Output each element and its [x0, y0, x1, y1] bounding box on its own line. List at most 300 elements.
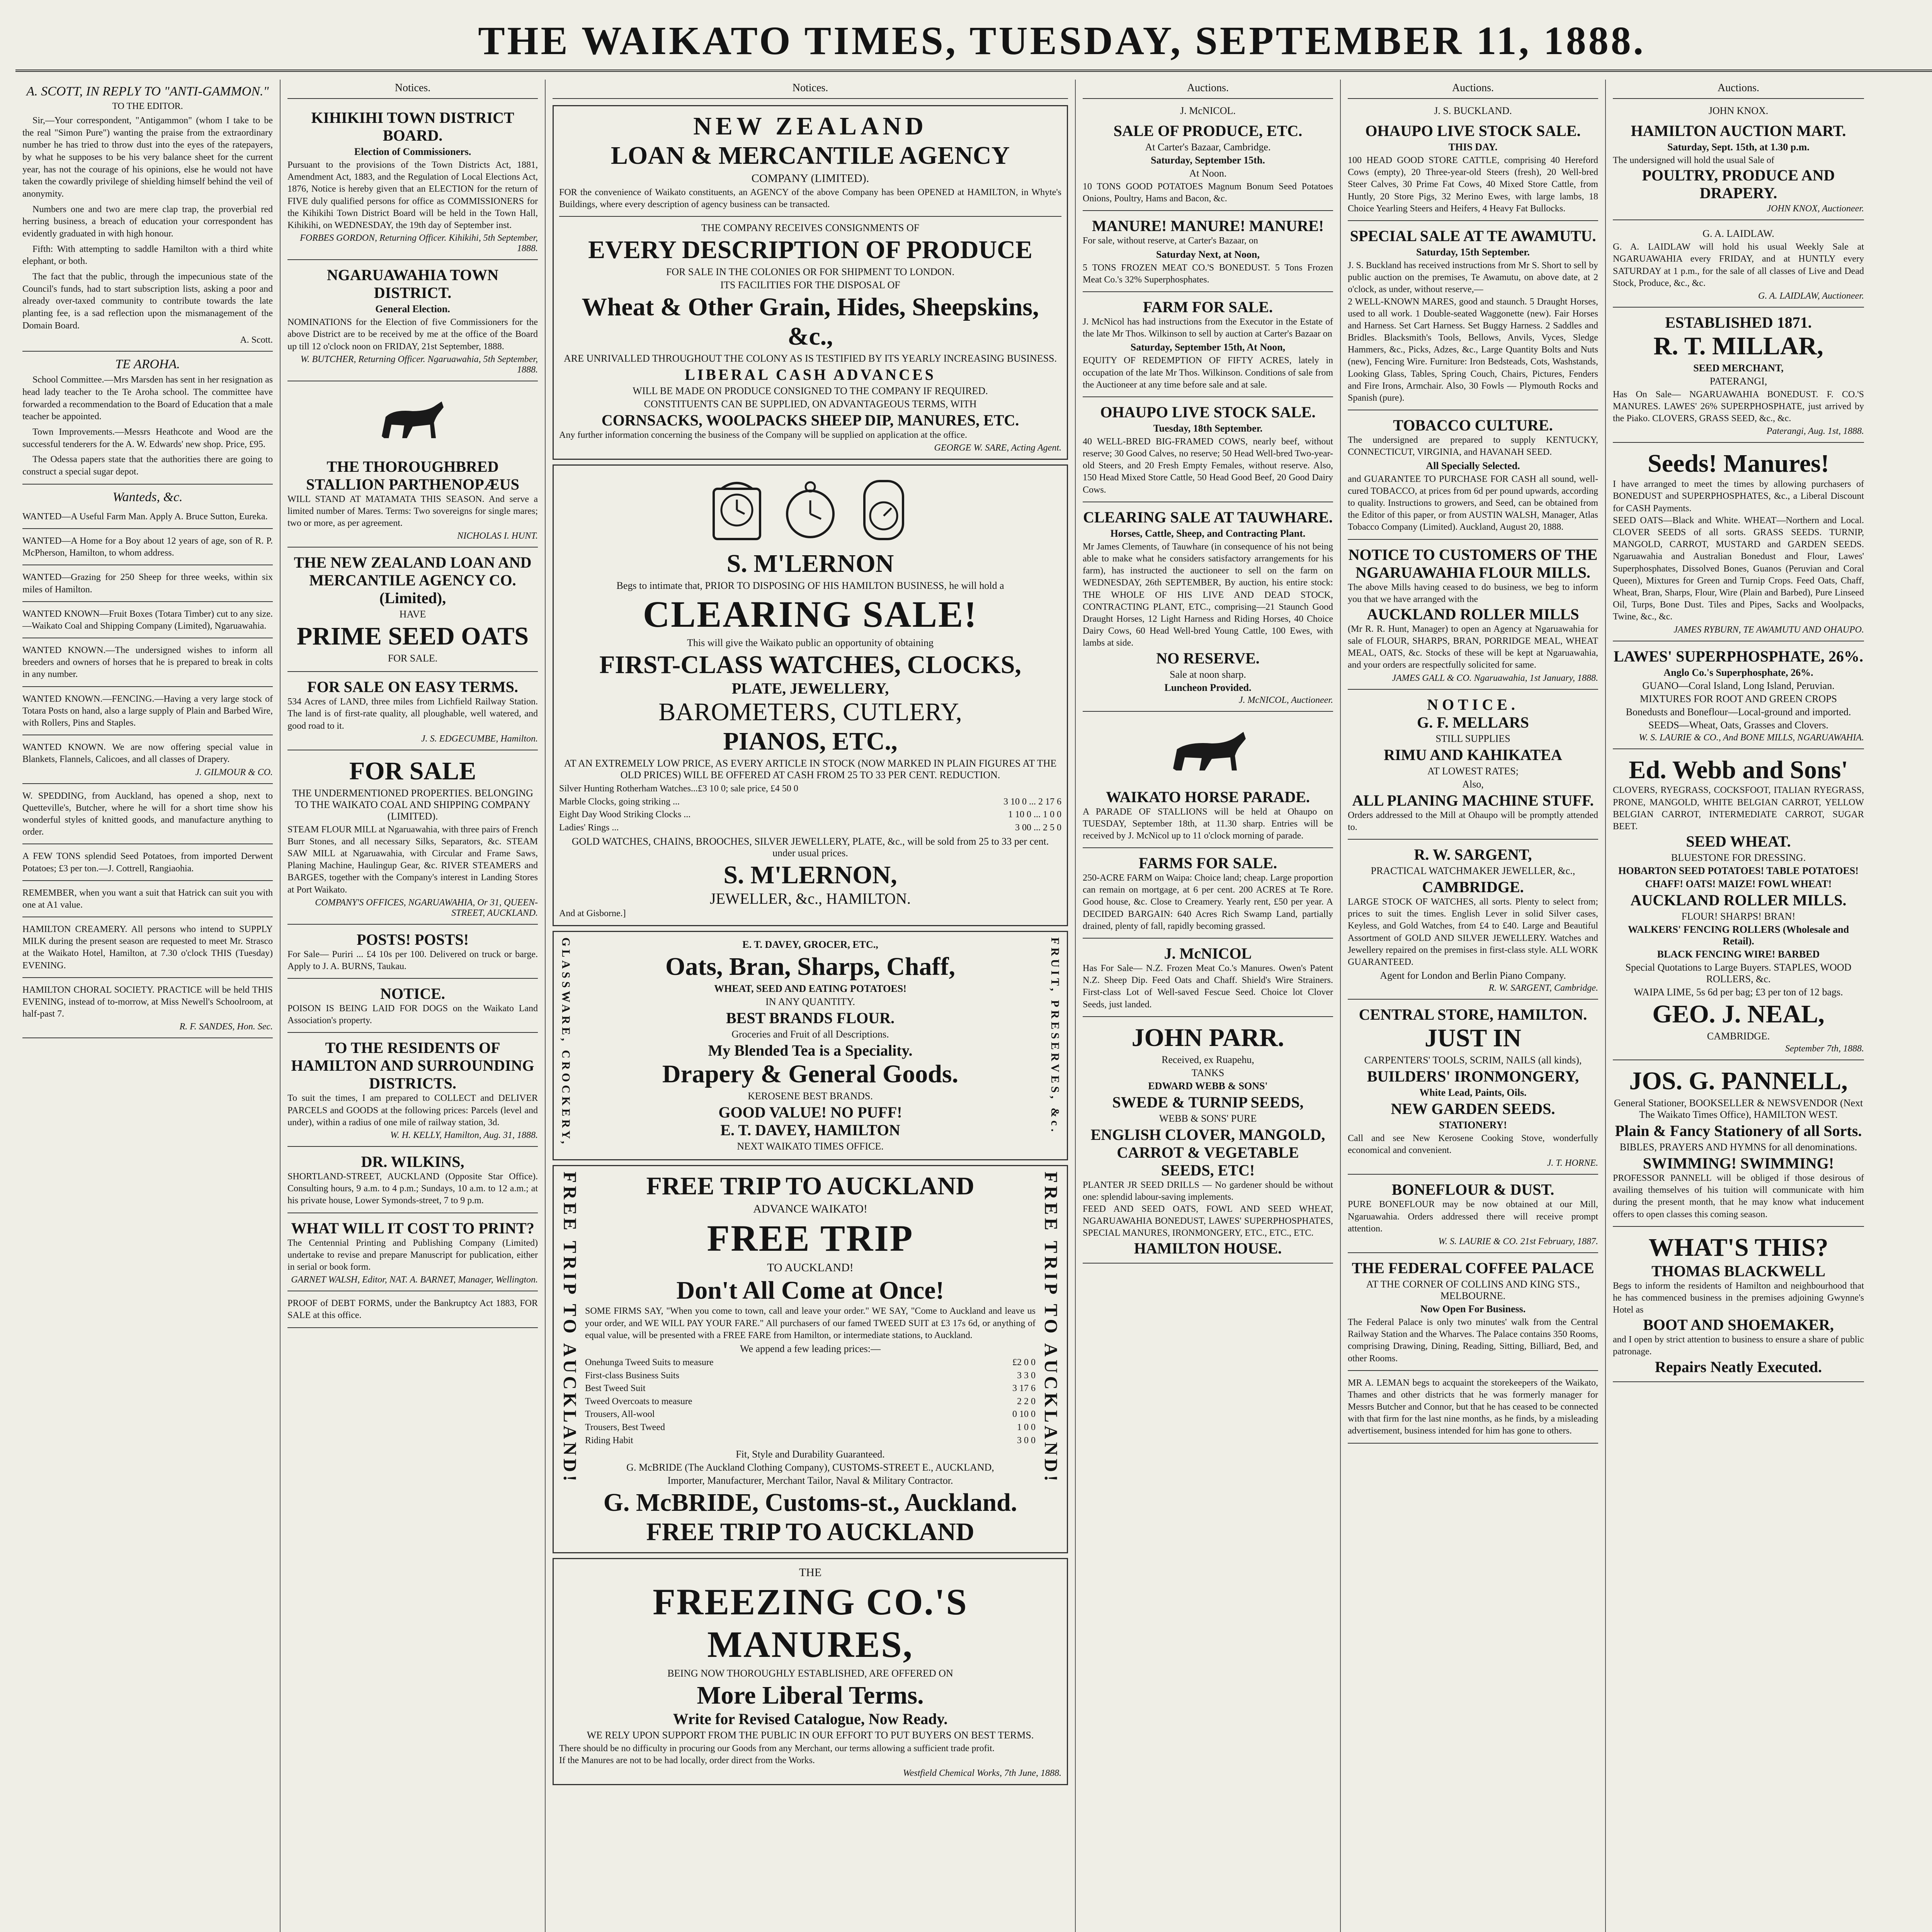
ad-subtitle: THE: [799, 1566, 822, 1579]
ad-text: There should be no difficulty in procuring our Goods from any Merchant, our terms allowing a sufficient trade profit.: [559, 1743, 995, 1753]
ad-signature: GEORGE W. SARE, Acting Agent.: [934, 443, 1061, 453]
ad-signature: J. T. HORNE.: [1547, 1158, 1598, 1168]
ad-headline: CORNSACKS, WOOLPACKS SHEEP DIP, MANURES, ETC.: [601, 411, 1019, 429]
ad-subtitle: Also,: [1462, 778, 1484, 790]
loan-agency-ad: [553, 105, 1068, 460]
ad-subtitle: E. T. DAVEY, GROCER, ETC.,: [742, 939, 878, 951]
price-value: 3 0 0: [1017, 1435, 1036, 1446]
ad-title: Seeds! Manures!: [1648, 449, 1829, 478]
auction-ad: [1613, 223, 1864, 308]
ad-headline: FREE TRIP: [707, 1218, 914, 1259]
ad-text: 100 HEAD GOOD STORE CATTLE, comprising 40 Hereford Cows (empty), 20 Three-year-old Steers (fresh), 20 Well-bred Steer Calves, 30 Prime Fat Cows, 40 Mixed Store Cattle, from Huntly, 20 Store Pigs, 32 Merino Ewes, with large lambs, 18 Choice Yearling Steers and Heifers, 4 Heavy Fat Bullocks.: [1348, 155, 1598, 214]
ad-subtitle: At Carter's Bazaar, Cambridge.: [1145, 141, 1271, 153]
ad-subtitle: PRACTICAL WATCHMAKER JEWELLER, &c.,: [1371, 865, 1575, 876]
price-item: Trousers, Best Tweed: [585, 1422, 665, 1432]
ad-date: Saturday Next, at Noon,: [1156, 248, 1260, 260]
price-value: 3 3 0: [1017, 1370, 1036, 1381]
ad-subtitle: IN ANY QUANTITY.: [765, 996, 855, 1008]
ad-subtitle: JEWELLER, &c., HAMILTON.: [710, 890, 911, 908]
ad-headline: SEED WHEAT.: [1686, 833, 1791, 850]
ad-text: The undersigned are prepared to supply KENTUCKY, CONNECTICUT, VIRGINIA, and HAVANAH SEED.: [1348, 435, 1598, 457]
ad-signature: JAMES RYBURN, TE AWAMUTU AND OHAUPO.: [1673, 624, 1864, 635]
column-header: Auctions.: [1613, 80, 1864, 99]
ad-title: CLEARING SALE AT TAUWHARE.: [1083, 508, 1333, 526]
auction-ad: [1083, 714, 1333, 849]
price-value: £2 0 0: [1012, 1357, 1036, 1367]
ad-headline: PRIME SEED OATS: [296, 622, 529, 651]
ad-signature: W. H. KELLY, Hamilton, Aug. 31, 1888.: [390, 1130, 538, 1141]
ad-subtitle: WEBB & SONS' PURE: [1159, 1112, 1257, 1124]
ad-headline: SWIMMING! SWIMMING!: [1643, 1154, 1834, 1172]
price-row: [585, 1382, 1036, 1395]
column-header: Auctions.: [1348, 80, 1598, 99]
ad-side-text: FRUIT, PRESERVES, &c.: [1049, 937, 1061, 1135]
ad-subtitle: WE RELY UPON SUPPORT FROM THE PUBLIC IN OUR EFFORT TO PUT BUYERS ON BEST TERMS.: [587, 1729, 1034, 1741]
clearing-sale-ad: [553, 464, 1068, 926]
ad-subtitle: This will give the Waikato public an opportunity of obtaining: [687, 637, 934, 649]
ad-text: Mr James Clements, of Tauwhare (in consequence of his not being able to make what he considers satisfactory arrangements for his farm), has instructed the auctioneer to sell on the farm on WEDNESDAY, 26th SEPTEMBER, By auction, his entire stock: THE WHOLE OF HIS LIVE AND DEAD STOCK, CONTRACTING PLANT, ETC., comprising—21 Staunch Good Draught Horses, 12 Light Harness and Riding Horses, 40 Choice Dairy Cows, 60 Head Well-bred Young Cattle, 100 Ewes, with lambs at side.: [1083, 541, 1333, 648]
ad-title: FREE TRIP TO AUCKLAND: [646, 1172, 975, 1201]
ad-subtitle: AT LOWEST RATES;: [1427, 765, 1519, 777]
ad-text: Any further information concerning the business of the Company will be supplied on application at the office.: [559, 430, 967, 440]
ad-subtitle: FLOUR! SHARPS! BRAN!: [1681, 911, 1796, 922]
pannell-ad: [1613, 1063, 1864, 1227]
auctioneer-name: G. A. LAIDLAW.: [1702, 228, 1774, 240]
price-list: [559, 782, 1061, 834]
ad-subtitle: KEROSENE BEST BRANDS.: [748, 1090, 873, 1102]
ad-text: W. SPEDDING, from Auckland, has opened a shop, next to Quetteville's, Butcher, where he will for a short time show his wonderful styles of knitted goods, and manufacture anything to order.: [22, 791, 273, 837]
price-row: [559, 821, 1061, 835]
ad-text: Orders addressed to the Mill at Ohaupo will be promptly attended to.: [1348, 810, 1598, 832]
ad-subtitle: Received, ex Ruapehu,: [1162, 1054, 1254, 1065]
ad-text: The above Mills having ceased to do business, we beg to inform you that we have arranged with the: [1348, 582, 1598, 604]
price-value: 3 10 0 ... 2 17 6: [1003, 796, 1061, 807]
ad-subtitle: Election of Commissioners.: [354, 146, 471, 157]
ad-headline: NEW GARDEN SEEDS.: [1391, 1100, 1555, 1118]
price-item: Silver Hunting Rotherham Watches...£3 10 0; sale price, £4 50 0: [559, 783, 798, 794]
ad-subtitle: CHAFF! OATS! MAIZE! FOWL WHEAT!: [1645, 878, 1832, 890]
ad-subtitle: BLUESTONE FOR DRESSING.: [1671, 852, 1806, 864]
ad-signature: FORBES GORDON, Returning Officer. Kihikihi, 5th September, 1888.: [300, 233, 538, 254]
ad-text: G. A. LAIDLAW will hold his usual Weekly Sale at NGARUAWAHIA every FRIDAY, and at HUNTLY every SATURDAY at 1 p.m., for the sale of all classes of Live and Dead Stock, Produce, &c., &c.: [1613, 242, 1864, 288]
ad-text: 40 WELL-BRED BIG-FRAMED COWS, nearly beef, without reserve; 30 Good Calves, no reserve; 50 Head Well-bred Two-year-old Steers, and 20 Fresh Empty Females, without reserve. Also, 150 Head Mixed Store Cattle, 50 Head Good Beef, 20 Good Dairy Cows.: [1083, 436, 1333, 495]
ad-subtitle: AT AN EXTREMELY LOW PRICE, AS EVERY ARTICLE IN STOCK (NOW MARKED IN PLAIN FIGURES AT THE OLD PRICES) WILL BE OFFERED AT CASH FROM 25 TO 33 PER CENT. REDUCTION.: [564, 757, 1057, 781]
ad-title: FOR SALE ON EASY TERMS.: [307, 678, 518, 696]
ad-subtitle: STATIONERY!: [1439, 1119, 1507, 1131]
ad-subtitle: TANKS: [1191, 1067, 1225, 1078]
ad-subtitle: GUANO—Coral Island, Long Island, Peruvian.: [1642, 680, 1835, 691]
ad-headline: E. T. DAVEY, HAMILTON: [720, 1121, 900, 1139]
ad-subtitle: STILL SUPPLIES: [1435, 733, 1510, 744]
horse-engraving: [1083, 724, 1333, 782]
ad-subtitle: Now Open For Business.: [1420, 1303, 1526, 1315]
ad-date: Saturday, Sept. 15th, at 1.30 p.m.: [1667, 141, 1810, 153]
ad-text: WANTED KNOWN.—FENCING.—Having a very large stock of Totara Posts on hand, also a large supply of Plain and Barbed Wire, with Rollers, Pins and Staples.: [22, 694, 273, 728]
ad-text: 5 TONS FROZEN MEAT CO.'S BONEDUST. 5 Tons Frozen Meat Co.'s 32% Superphosphates.: [1083, 262, 1333, 285]
ad-subtitle: THE UNDERMENTIONED PROPERTIES. BELONGING TO THE WAIKATO COAL AND SHIPPING COMPANY (LIMITED).: [292, 787, 533, 822]
classified-ad: [22, 847, 273, 881]
ad-text: STEAM FLOUR MILL at Ngaruawahia, with three pairs of French Burr Stones, and all necessary Silks, Separators, &c. STEAM SAW MILL at Ngaruawahia, with Circular and Frame Saws, Planing Machine, Haulingup Gear, &c. RIVER STEAMERS and BARGES, together with the Company's interest in Landing Stores at Port Waikato.: [287, 824, 538, 895]
horse-icon: [370, 394, 455, 452]
ad-subtitle: EDWARD WEBB & SONS': [1148, 1080, 1268, 1092]
price-row: [585, 1421, 1036, 1434]
ad-headline: POULTRY, PRODUCE AND DRAPERY.: [1642, 167, 1835, 202]
price-item: Trousers, All-wool: [585, 1409, 655, 1420]
ad-signature: W. BUTCHER, Returning Officer. Ngaruawahia, 5th September, 1888.: [300, 354, 538, 375]
ad-signature: NICHOLAS I. HUNT.: [457, 531, 538, 541]
ad-side-text: FREE TRIP TO AUCKLAND!: [1041, 1172, 1061, 1485]
davey-grocer-ad: [553, 931, 1068, 1160]
ad-subtitle: FOR SALE IN THE COLONIES OR FOR SHIPMENT TO LONDON.: [666, 266, 955, 278]
price-item: Ladies' Rings ...: [559, 822, 619, 833]
sargent-ad: [1348, 842, 1598, 1000]
ad-signature: R. W. SARGENT, Cambridge.: [1488, 983, 1598, 993]
ad-text: and I open by strict attention to business to ensure a share of public patronage.: [1613, 1335, 1864, 1357]
ad-title: J. McNICOL: [1164, 945, 1252, 962]
ad-text: SHORTLAND-STREET, AUCKLAND (Opposite Star Office). Consulting hours, 9 a.m. to 4 p.m.; Sundays, 10 a.m. to 12 a.m.; at his private house, Lower Symonds-street, 7 to 9 p.m.: [287, 1172, 538, 1206]
ad-subtitle: ADVANCE WAIKATO!: [753, 1202, 867, 1216]
notice-ad: [287, 1216, 538, 1292]
ad-headline: GEO. J. NEAL,: [1652, 1000, 1825, 1029]
column-header: Auctions.: [1083, 80, 1333, 99]
ad-headline: JUST IN: [1424, 1024, 1522, 1053]
ad-title: JOHN PARR.: [1131, 1023, 1284, 1052]
ad-title: Ed. Webb and Sons': [1629, 755, 1848, 784]
price-value: 3 17 6: [1012, 1383, 1036, 1394]
ad-text: Begs to inform the residents of Hamilton and neighbourhood that he has commenced business in the premises adjoining Gwynne's Hotel as: [1613, 1281, 1864, 1315]
article-paragraph: Fifth: With attempting to saddle Hamilton with a third white elephant, or both.: [22, 244, 273, 267]
ad-text: The Federal Palace is only two minutes' walk from the Central Railway Station and the Wharves. The Palace contains 350 Rooms, comprising Drawing, Dining, Reading, Sitting, Billiard, Bed, and other Rooms.: [1348, 1317, 1598, 1364]
ad-subtitle: CAMBRIDGE.: [1707, 1031, 1770, 1042]
price-value: 0 10 0: [1012, 1409, 1036, 1420]
ad-subtitle: Bonedusts and Boneflour—Local-ground and imported.: [1626, 706, 1851, 718]
ad-date: Saturday, September 15th.: [1151, 155, 1265, 166]
ad-title: BONEFLOUR & DUST.: [1391, 1181, 1554, 1199]
classified-ad: [22, 568, 273, 602]
ad-text: (Mr R. R. Hunt, Manager) to open an Agency at Ngaruawahia for sale of FLOUR, SHARPS, BRAN, PORRIDGE MEAL, WHEAT MEAL, OATS, &c. Stocks of these will be kept at Ngaruawahia, and your orders are respectfully solicited for same.: [1348, 624, 1598, 670]
ad-title: FOR SALE: [349, 757, 476, 785]
column-notices: [281, 80, 546, 1932]
ad-subtitle: At Noon.: [1189, 168, 1227, 179]
ad-side-text: FREE TRIP TO AUCKLAND!: [560, 1172, 580, 1485]
masthead: THE WAIKATO TIMES, TUESDAY, SEPTEMBER 11, 1888.: [15, 12, 1932, 72]
ad-subtitle: Begs to intimate that, PRIOR TO DISPOSING OF HIS HAMILTON BUSINESS, he will hold a: [616, 580, 1004, 591]
auction-ad: [1348, 118, 1598, 221]
ad-headline: BAROMETERS, CUTLERY,: [658, 698, 962, 726]
notice-ad: [287, 753, 538, 925]
price-row: [585, 1434, 1036, 1447]
column-auctions-mcnicol: [1076, 80, 1341, 1932]
ad-date: Saturday, 15th September.: [1416, 246, 1530, 258]
auction-ad: [1083, 941, 1333, 1017]
ad-headline: Don't All Come at Once!: [676, 1276, 944, 1305]
ad-subtitle: Fit, Style and Durability Guaranteed.: [736, 1449, 885, 1460]
ad-side-text: GLASSWARE, CROCKERY,: [560, 937, 572, 1147]
ad-headline: FREE TRIP TO AUCKLAND: [646, 1517, 975, 1546]
ad-text: REMEMBER, when you want a suit that Hatrick can suit you with one at A1 value.: [22, 888, 273, 910]
auction-ad: [1348, 223, 1598, 410]
ad-text: HAMILTON CHORAL SOCIETY. PRACTICE will be held THIS EVENING, instead of to-morrow, at Miss Newell's Schoolroom, at half-past 7.: [22, 985, 273, 1019]
article-paragraph: Sir,—Your correspondent, "Antigammon" (whom I take to be the real "Simon Pure") wanting the praise from the extraordinary number he has tried to throw dust into the eyes of the ratepayers, by what he supposes to be his very balance sheet for the current year, has not the courage of his opinions, else he would not have taken the cowardly privilege of shielding himself behind the veil of anonymity.: [22, 116, 273, 199]
ad-text: WANTED KNOWN.—The undersigned wishes to inform all breeders and owners of horses that he is prepared to break in colts in any number.: [22, 645, 273, 680]
ad-headline: BEST BRANDS FLOUR.: [726, 1009, 895, 1027]
ad-title: JOS. G. PANNELL,: [1629, 1067, 1848, 1095]
ad-subtitle: Horses, Cattle, Sheep, and Contracting Plant.: [1110, 527, 1306, 539]
price-row: [559, 796, 1061, 809]
ad-headline: PIANOS, ETC.,: [723, 727, 898, 756]
ad-text: 2 WELL-KNOWN MARES, good and staunch. 5 Draught Horses, used to all work. 1 Double-seated Waggonette (new). Fair Horses and Harness. Set Cart Harness. Set Buggy Harness. 2 Saddles and Bridles. Blacksmith's Tools, Bellows, Anvils, Vyces, Sledge Hammers, &c., Picks, Adzes, &c., Large Quantity Bolts and Nuts (new), Fencing Wire. Furniture: Iron Bedsteads, Cots, Washstands, Looking Glass, Tables, Spring Couch, Chairs, Pictures, Fenders and Fire Irons, Armchair. Also, 30 Fowls — Plymouth Rocks and Spanish (pure).: [1348, 296, 1598, 403]
price-value: 2 2 0: [1017, 1396, 1036, 1406]
section-title: Wanteds, &c.: [112, 490, 183, 504]
ad-text: WANTED KNOWN. We are now offering special value in Blankets, Flannels, Calicoes, and all classes of Drapery.: [22, 742, 273, 765]
ad-headline: THOMAS BLACKWELL: [1651, 1262, 1826, 1280]
ad-text: J. McNicol has had instructions from the Executor in the Estate of the late Mr Thos. Wilkinson to sell by auction at Carter's Bazaar on: [1083, 316, 1333, 339]
ad-signature: W. S. LAURIE & CO. 21st February, 1887.: [1438, 1236, 1598, 1247]
mellars-ad: [1348, 692, 1598, 840]
ad-title: MANURE! MANURE! MANURE!: [1092, 217, 1324, 235]
ad-headline: Repairs Neatly Executed.: [1655, 1358, 1822, 1376]
ad-text: LARGE STOCK OF WATCHES, all sorts. Plenty to select from; prices to suit the times. English Lever in solid Silver cases, Keyless, and Gold Watches, from £4 to £40. Large and Beautiful Assortment of GOLD AND SILVER JEWELLERY. Watches and Jewellery repaired on the premises in first-class style. ALL WORK GUARANTEED.: [1348, 897, 1598, 967]
column-display-ads: [546, 80, 1076, 1932]
ad-subtitle: PATERANGI,: [1709, 375, 1767, 387]
article-salutation: TO THE EDITOR.: [112, 101, 183, 111]
ad-subtitle: WALKERS' FENCING ROLLERS (Wholesale and Retail).: [1628, 924, 1849, 947]
ad-subtitle: ITS FACILITIES FOR THE DISPOSAL OF: [720, 279, 900, 291]
price-item: Riding Habit: [585, 1435, 633, 1446]
ad-title: THE FEDERAL COFFEE PALACE: [1352, 1259, 1594, 1277]
ad-headline: Oats, Bran, Sharps, Chaff,: [665, 952, 955, 981]
ad-text: If the Manures are not to be had locally, order direct from the Works.: [559, 1755, 815, 1765]
ad-text: HAMILTON CREAMERY. All persons who intend to SUPPLY MILK during the present season are requested to meet Mr. Strasco at the Waikato Hotel, Hamilton, at 7.30 o'clock THIS (Tuesday) EVENING.: [22, 924, 273, 971]
federal-palace-ad: [1348, 1255, 1598, 1371]
price-item: Tweed Overcoats to measure: [585, 1396, 692, 1406]
price-row: [585, 1408, 1036, 1421]
ad-date: THIS DAY.: [1448, 141, 1498, 153]
column-editorial: [15, 80, 281, 1932]
ad-signature: W. S. LAURIE & CO., And BONE MILLS, NGARUAWAHIA.: [1639, 732, 1864, 743]
column-auctions-buckland: [1341, 80, 1606, 1932]
ad-subtitle: Agent for London and Berlin Piano Company.: [1380, 970, 1566, 981]
ad-text: SEED OATS—Black and White. WHEAT—Northern and Local. CLOVER SEEDS of all sorts. GRASS SEEDS. TURNIP, MANGOLD, CARROT, MUSTARD and GARDEN SEEDS. Ngaruawahia and Australian Bonedust and Flour, Lawes' Superphosphates, Dissolved Bones, Guanos (Peruvian and Coral Queen), Mixtures for Green and Turnip Crops. Feed Oats, Chaff, Wheat, Bran, Sharps, Flour, Wire (Plain and Barbed), Pure Linseed Oil, Turps, Bone Dust. Tiles and Pipes, Sacks and Woolpacks, Twine, &c., &c.: [1613, 515, 1864, 622]
ad-subtitle: SEED MERCHANT,: [1693, 362, 1784, 374]
ad-title: OHAUPO LIVE STOCK SALE.: [1100, 403, 1316, 421]
ad-text: FEED AND SEED OATS, FOWL AND SEED WHEAT, NGARUAWAHIA BONEDUST, LAWES' SUPERPHOSPHATES, SPECIAL MANURES, IRONMONGERY, ETC., ETC., ETC.: [1083, 1204, 1333, 1238]
auctioneer-name: J. S. BUCKLAND.: [1434, 105, 1512, 116]
ad-date: Tuesday, 18th September.: [1153, 422, 1263, 434]
ad-title: S. M'LERNON,: [723, 861, 897, 889]
ad-signature: COMPANY'S OFFICES, NGARUAWAHIA, Or 31, QUEEN-STREET, AUCKLAND.: [315, 897, 538, 918]
ad-text: 10 TONS GOOD POTATOES Magnum Bonum Seed Potatoes Onions, Poultry, Hams and Bacon, &c.: [1083, 182, 1333, 204]
ad-subtitle: BEING NOW THOROUGHLY ESTABLISHED, ARE OFFERED ON: [667, 1667, 953, 1679]
columns: [15, 80, 1932, 1932]
auction-ad: [1083, 505, 1333, 712]
classified-ad: [22, 507, 273, 529]
ad-headline: ENGLISH CLOVER, MANGOLD,: [1090, 1126, 1325, 1143]
classified-ad: [22, 604, 273, 638]
notice-ad: [287, 1149, 538, 1213]
ad-headline: CLEARING SALE!: [643, 593, 978, 635]
ad-headline: LIBERAL CASH ADVANCES: [685, 366, 936, 383]
ad-text: POISON IS BEING LAID FOR DOGS on the Waikato Land Association's property.: [287, 1003, 538, 1026]
ad-headline: More Liberal Terms.: [697, 1681, 924, 1709]
ad-title: OHAUPO LIVE STOCK SALE.: [1365, 122, 1581, 139]
ad-title: KIHIKIHI TOWN DISTRICT BOARD.: [311, 109, 514, 144]
ad-subtitle: Special Quotations to Large Buyers. STAPLES, WOOD ROLLERS, &c.: [1625, 962, 1852, 985]
ad-subtitle: White Lead, Paints, Oils.: [1419, 1087, 1527, 1099]
ad-title: HAMILTON AUCTION MART.: [1631, 122, 1846, 139]
ad-signature: J. GILMOUR & CO.: [195, 767, 273, 777]
ad-text: WILL STAND AT MATAMATA THIS SEASON. And serve a limited number of Mares. Terms: Two sovereigns for single mares; two or more, as per agreement.: [287, 494, 538, 529]
ad-headline: G. McBRIDE, Customs-st., Auckland.: [603, 1488, 1017, 1517]
ad-headline: R. T. MILLAR,: [1653, 332, 1823, 360]
article-title: A. SCOTT, IN REPLY TO "ANTI-GAMMON.": [26, 84, 269, 99]
ad-headline: Wheat & Other Grain, Hides, Sheepskins, &c.,: [582, 293, 1039, 350]
lawes-ad: [1613, 644, 1864, 749]
ad-text: For Sale— Puriri ... £4 10s per 100. Delivered on truck or barge. Apply to J. A. BURNS, Taukau.: [287, 949, 538, 971]
ad-signature: Westfield Chemical Works, 7th June, 1888.: [903, 1768, 1061, 1778]
ad-subtitle: HAVE: [399, 609, 426, 620]
column-header: Notices.: [287, 80, 538, 99]
ad-text: To suit the times, I am prepared to COLLECT and DELIVER PARCELS and GOODS at the following prices: Parcels (level and under), within a radius of one mile of railway station, 3d.: [287, 1093, 538, 1128]
ad-text: And at Gisborne.]: [559, 908, 626, 919]
ad-text: 534 Acres of LAND, three miles from Lichfield Railway Station. The land is of first-rate quality, all ploughable, well watered, and good road to it.: [287, 697, 538, 731]
price-item: Marble Clocks, going striking ...: [559, 796, 680, 807]
ad-signature: J. S. EDGECUMBE, Hamilton.: [421, 733, 538, 744]
ad-text: SOME FIRMS SAY, "When you come to town, call and leave your order." WE SAY, "Come to Auckland and leave us your order, and WE WILL PAY YOUR FARE." All purchasers of our famed TWEED SUIT at £3 17s 6d, or anything of equal value, will be presented with a FREE FARE from Hamilton, or intermediate stations, to Auckland.: [585, 1306, 1036, 1340]
ad-text: CLOVERS, RYEGRASS, COCKSFOOT, ITALIAN RYEGRASS, PRONE, MANGOLD, WHITE BELGIAN CARROT, YELLOW BELGIAN CARROT, INTERMEDIATE CARROT, SUGAR BEET.: [1613, 785, 1864, 832]
clocks-engraving: [559, 477, 1061, 543]
classified-ad: [22, 641, 273, 687]
ad-title: WAIKATO HORSE PARADE.: [1106, 788, 1310, 806]
watch-icon: [779, 477, 841, 543]
ad-subtitle: CONSTITUENTS CAN BE SUPPLIED, ON ADVANTAGEOUS TERMS, WITH: [644, 398, 977, 410]
ad-text: A FEW TONS splendid Seed Potatoes, from imported Derwent Potatoes; £3 per ton.—J. Cottrell, Rangiaohia.: [22, 851, 273, 874]
ad-headline: PLATE, JEWELLERY,: [731, 680, 889, 697]
price-row: [559, 808, 1061, 821]
ad-text: WANTED KNOWN—Fruit Boxes (Totara Timber) cut to any size.—Waikato Coal and Shipping Company (Limited), Ngaruawahia.: [22, 609, 273, 631]
ad-subtitle: General Election.: [375, 303, 450, 315]
ad-text: Has For Sale— N.Z. Frozen Meat Co.'s Manures. Owen's Patent N.Z. Sheep Dip. Feed Oats and Chaff. Shield's Wire Strainers. First-class Lot of Well-saved Fescue Seed. Choice lot Clover Seeds, just landed.: [1083, 963, 1333, 1010]
seeds-manures-ad: [1613, 445, 1864, 641]
ad-title: TOBACCO CULTURE.: [1393, 417, 1553, 434]
webb-ad: [1613, 752, 1864, 1061]
auction-ad: [1613, 118, 1864, 220]
price-item: Onehunga Tweed Suits to measure: [585, 1357, 714, 1367]
ad-subtitle: We append a few leading prices:—: [740, 1343, 881, 1354]
ad-headline: SEEDS, ETC!: [1161, 1161, 1255, 1179]
auctioneer-name: J. McNICOL.: [1180, 105, 1236, 116]
ad-text: For sale, without reserve, at Carter's Bazaar, on: [1083, 236, 1258, 246]
ad-title: R. W. SARGENT,: [1414, 846, 1532, 863]
ad-text: 250-ACRE FARM on Waipa: Choice land; cheap. Large proportion can remain on mortgage, at 6 per cent. 200 ACRES at Te Rore. Good house, &c. Close to Creamery. Yearly rent, £50 per year. A DECIDED BARGAIN: 640 Acres Rich Swamp Land, partially drained, plenty of fall, rapidly becoming grassed.: [1083, 873, 1333, 931]
ad-subtitle: General Stationer, BOOKSELLER & NEWSVENDOR (Next The Waikato Times Office), HAMILTON WEST.: [1614, 1097, 1863, 1120]
ad-title: NEW ZEALAND: [693, 112, 927, 140]
ad-title: NOTICE TO CUSTOMERS OF THE NGARUAWAHIA FLOUR MILLS.: [1348, 546, 1598, 581]
column-header: Notices.: [553, 80, 1068, 99]
ad-subtitle: CARPENTERS' TOOLS, SCRIM, NAILS (all kinds),: [1364, 1054, 1582, 1066]
ad-text: Has On Sale— NGARUAWAHIA BONEDUST. F. CO.'S MANURES. LAWES' 26% SUPERPHOSPHATE, just arrived by the Piako. CLOVERS, GRASS SEED, &c., &c.: [1613, 389, 1864, 424]
ad-date: Saturday, September 15th, At Noon,: [1130, 342, 1286, 353]
ad-text: I have arranged to meet the times by allowing purchasers of BONEDUST and SUPERPHOSPHATES, &c., a Liberal Discount for CASH Payments.: [1613, 479, 1864, 514]
ad-signature: G. A. LAIDLAW, Auctioneer.: [1758, 291, 1864, 301]
ad-title: LAWES' SUPERPHOSPHATE, 26%.: [1613, 647, 1864, 665]
ad-subtitle: THE COMPANY RECEIVES CONSIGNMENTS OF: [701, 222, 920, 234]
ad-subtitle: ARE UNRIVALLED THROUGHOUT THE COLONY AS IS TESTIFIED BY ITS YEARLY INCREASING BUSINESS.: [563, 352, 1057, 364]
ad-text: Pursuant to the provisions of the Town Districts Act, 1881, Amendment Act, 1883, and the Regulation of Local Elections Act, 1876, Notice is hereby given that an ELECTION for the return of FIVE duly qualified persons for office as COMMISSIONERS for the Kihikihi Town District Board will be held in the Town Hall, Kihikihi, on WEDNESDAY, the 19th day of September inst.: [287, 160, 538, 230]
ad-title: CENTRAL STORE, HAMILTON.: [1359, 1006, 1587, 1024]
auction-ad: [1083, 294, 1333, 397]
price-value: 1 10 0 ... 1 0 0: [1008, 810, 1061, 820]
ad-title: S. M'LERNON: [726, 549, 894, 578]
roller-mills-ad: [1348, 542, 1598, 690]
price-value: 3 00 ... 2 5 0: [1015, 822, 1061, 833]
notice-ad: [287, 1294, 538, 1328]
bonedust-ad: [1348, 1177, 1598, 1253]
ad-subtitle: Groceries and Fruit of all Descriptions.: [731, 1029, 889, 1040]
price-item: Eight Day Wood Striking Clocks ...: [559, 810, 691, 820]
ad-headline: Drapery & General Goods.: [662, 1060, 959, 1088]
notice-ad: [287, 674, 538, 750]
ad-text: PURE BONEFLOUR may be now obtained at our Mill, Ngaruawahia. Orders addressed there will receive prompt attention.: [1348, 1199, 1598, 1234]
ad-title: TO THE RESIDENTS OF HAMILTON AND SURROUNDING DISTRICTS.: [291, 1039, 534, 1092]
ad-headline: RIMU AND KAHIKATEA: [1384, 746, 1562, 764]
parr-seeds-ad: [1083, 1019, 1333, 1264]
ad-subtitle: WILL BE MADE ON PRODUCE CONSIGNED TO THE COMPANY IF REQUIRED.: [633, 385, 988, 396]
ad-text: PROOF of DEBT FORMS, under the Bankruptcy Act 1883, FOR SALE at this office.: [287, 1298, 538, 1321]
ad-text: EQUITY OF REDEMPTION OF FIFTY ACRES, lately in occupation of the late Mr Thos. Wilkinson. Conditions of sale from the Auctioneer at any time before sale and at sale.: [1083, 355, 1333, 390]
ad-subtitle: TO AUCKLAND!: [767, 1261, 854, 1274]
free-trip-ad: [553, 1165, 1068, 1553]
price-row: [585, 1395, 1036, 1408]
ad-title: SALE OF PRODUCE, ETC.: [1113, 122, 1303, 139]
ad-headline: NO RESERVE.: [1156, 649, 1260, 667]
ad-title: THE NEW ZEALAND LOAN AND MERCANTILE AGENCY CO. (Limited),: [294, 554, 532, 607]
price-value: 1 0 0: [1017, 1422, 1036, 1432]
price-list: [585, 1356, 1036, 1447]
classified-ad: [22, 689, 273, 736]
ad-text: and GUARANTEE TO PURCHASE FOR CASH all sound, well-cured TOBACCO, at prices from 6d per pound upwards, according to quality. Instructions to growers, and Seed, can be obtained from the Editor of this paper, or from AUSTIN WALSH, Manager, Atlas Tobacco Company (Limited). Auckland, August 20, 1888.: [1348, 474, 1598, 532]
ad-headline: Write for Revised Catalogue, Now Ready.: [673, 1710, 948, 1728]
ad-headline: HAMILTON HOUSE.: [1134, 1239, 1282, 1257]
ad-text: MR A. LEMAN begs to acquaint the storekeepers of the Waikato, Thames and other districts that he was formerly manager for Messrs Butcher and Connor, but that he has ceased to be connected with that firm for the last nine months, as he finds, by a misleading advertisement, business intended for him has gone to others.: [1348, 1378, 1598, 1436]
notice-ad: [287, 550, 538, 672]
ad-title: NOTICE.: [1427, 696, 1519, 713]
ad-headline: AUCKLAND ROLLER MILLS: [1367, 605, 1579, 623]
price-row: [585, 1356, 1036, 1369]
ad-subtitle: G. McBRIDE (The Auckland Clothing Company), CUSTOMS-STREET E., AUCKLAND,: [626, 1462, 994, 1473]
ad-headline: CARROT & VEGETABLE: [1117, 1143, 1299, 1161]
auctioneer-name: JOHN KNOX.: [1708, 105, 1769, 116]
notice-ad: [287, 384, 538, 548]
notice-ad: [287, 981, 538, 1033]
ad-text: The undersigned will hold the usual Sale of: [1613, 155, 1774, 165]
ad-title: DR. WILKINS,: [361, 1153, 464, 1171]
notice-ad: [287, 927, 538, 979]
ad-subtitle: WAIPA LIME, 5s 6d per bag; £3 per ton of 12 bags.: [1634, 986, 1843, 998]
ad-subtitle: GOLD WATCHES, CHAINS, BROOCHES, SILVER JEWELLERY, PLATE, &c., will be sold from 25 to 33 per cent. under usual prices.: [571, 836, 1049, 859]
auction-ad: [1083, 118, 1333, 211]
article-paragraph: The fact that the public, through the impecunious state of the Council's funds, had to start subscription lists, asking a poor and already over-taxed community to contribute towards the late planting fee, is a sad reflection upon the mismanagement of the Domain Board.: [22, 272, 273, 331]
article-signature: A. Scott.: [240, 335, 273, 345]
ad-signature: J. McNICOL, Auctioneer.: [1238, 695, 1333, 705]
article-paragraph: Numbers one and two are mere clap trap, the proverbial red herring business, a breach of education your correspondent has evidently graduated in with high honour.: [22, 204, 273, 239]
classified-ad: [22, 786, 273, 845]
ad-title: LOAN & MERCANTILE AGENCY: [611, 141, 1010, 170]
ad-text: The Centennial Printing and Publishing Company (Limited) undertake to revise and prepare Manuscript for publication, either in serial or book form.: [287, 1238, 538, 1272]
ad-text: A PARADE OF STALLIONS will be held at Ohaupo on TUESDAY, September 18th, at 11.30 sharp. Entries will be received by J. McNicol up to 11 o'clock morning of parade.: [1083, 806, 1333, 841]
ad-headline: GOOD VALUE! NO PUFF!: [718, 1104, 902, 1121]
ad-headline: My Blended Tea is a Speciality.: [708, 1042, 913, 1060]
